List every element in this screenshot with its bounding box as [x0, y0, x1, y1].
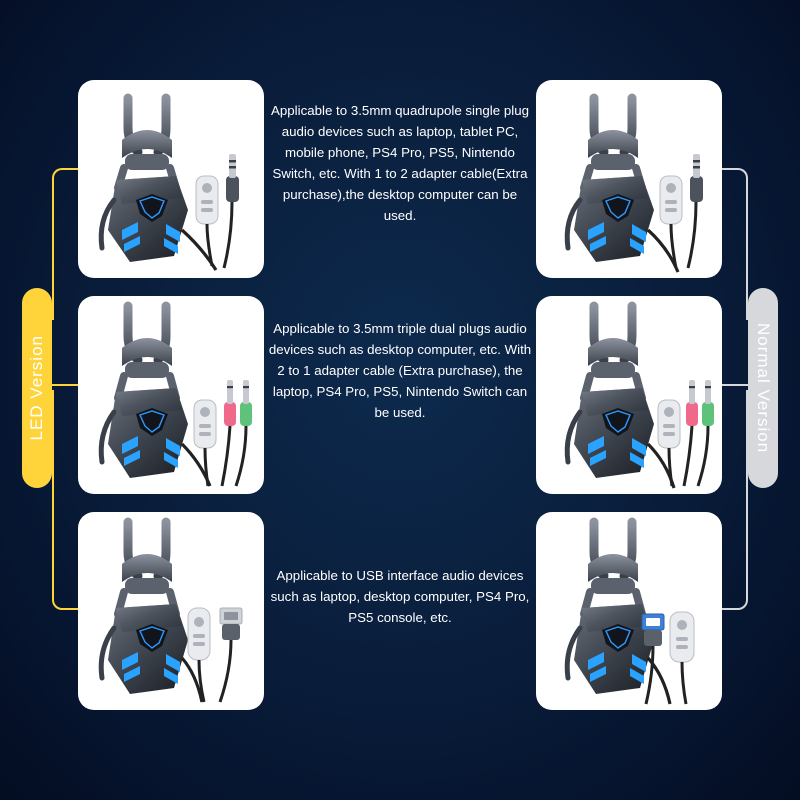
caption-quadrupole: Applicable to 3.5mm quadrupole single plug audio devices such as laptop, tablet PC, mobile phone, PS4 Pro, PS5, Nintendo Switch, etc. With 1 to 2 adapter cable(Extra purchase),the desktop computer can be used.	[271, 103, 529, 223]
normal-version-label	[748, 288, 778, 488]
left-bracket-mid	[52, 384, 78, 388]
right-bracket-mid	[722, 384, 748, 388]
product-card-normal-single-plug	[536, 80, 722, 278]
led-version-label	[22, 288, 52, 488]
product-card-led-single-plug	[78, 80, 264, 278]
caption-usb: Applicable to USB interface audio devices such as laptop, desktop computer, PS4 Pro, PS5 console, etc.	[270, 568, 530, 625]
headset-image-normal-single	[536, 80, 722, 278]
caption-triple-dual: Applicable to 3.5mm triple dual plugs audio devices such as desktop computer, etc. With 2 to 1 adapter cable (Extra purchase), the laptop, PS4 Pro, PS5, Nintendo Switch can be used.	[268, 321, 532, 420]
product-card-normal-dual-plug	[536, 296, 722, 494]
headset-image-led-single	[78, 80, 264, 278]
right-bracket-bottom	[720, 390, 748, 610]
headset-image-led-dual	[78, 296, 264, 494]
headset-image-normal-dual	[536, 296, 722, 494]
headset-image-led-usb	[78, 512, 264, 710]
left-bracket-bottom	[52, 390, 80, 610]
headset-image-normal-usb	[536, 512, 722, 710]
product-card-normal-usb-plug	[536, 512, 722, 710]
led-version-label-text: LED Version	[27, 335, 46, 441]
product-card-led-dual-plug	[78, 296, 264, 494]
product-card-led-usb-plug	[78, 512, 264, 710]
left-bracket-top	[52, 168, 80, 320]
right-bracket-top	[720, 168, 748, 320]
normal-version-label-text: Normal Version	[754, 322, 773, 454]
